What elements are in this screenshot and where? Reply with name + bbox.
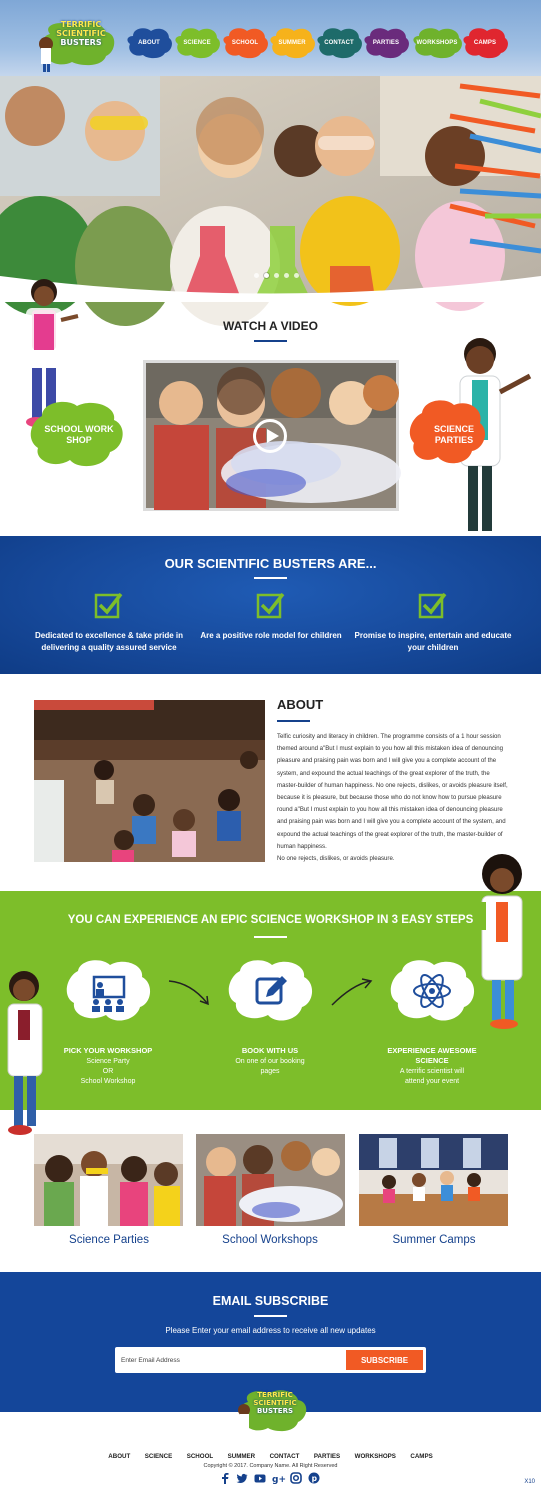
subscribe-title: EMAIL SUBSCRIBE (212, 1294, 329, 1308)
feature-text: Are a positive role model for children (200, 631, 342, 640)
service-photo-image (34, 1134, 183, 1226)
about-photo (34, 700, 265, 862)
service-photo-image (196, 1134, 345, 1226)
nav-science[interactable] (176, 28, 218, 58)
service-photo-image (359, 1134, 508, 1226)
footer-link-camps[interactable]: CAMPS (410, 1453, 433, 1460)
footer-link-school[interactable]: SCHOOL (186, 1453, 214, 1460)
logo-line-2: SCIENTIFIC (253, 1399, 297, 1407)
service-link-camps[interactable]: Summer Camps (392, 1234, 476, 1246)
logo-line-3: BUSTERS (256, 1407, 294, 1415)
nav-label: WORKSHOPS (416, 40, 458, 46)
facebook-icon[interactable] (220, 1472, 230, 1484)
step-heading: PICK YOUR WORKSHOP (63, 1046, 153, 1055)
hero-dot[interactable] (294, 273, 299, 278)
nav-label: PARTIES (372, 40, 400, 46)
atom-icon (384, 957, 480, 1029)
hero-dot-active[interactable] (264, 273, 269, 278)
nav-school[interactable] (224, 28, 266, 58)
step-heading: EXPERIENCE AWESOME SCIENCE (387, 1046, 477, 1065)
step-heading: BOOK WITH US (241, 1046, 299, 1055)
hero-dot[interactable] (274, 273, 279, 278)
logo-line-1: TERRIFIC (60, 20, 102, 29)
school-workshop-text: SCHOOL WORK SHOP (44, 424, 114, 445)
checkbox-icon (95, 592, 123, 619)
video-play-icon[interactable] (253, 419, 287, 453)
science-parties-text: SCIENCE PARTIES (433, 424, 474, 445)
hero-dot[interactable] (284, 273, 289, 278)
about-paragraph-end: No one rejects, dislikes, or avoids pleasure. (277, 855, 395, 863)
scientist-woman-illustration (472, 852, 534, 1032)
about-title: ABOUT (277, 697, 324, 712)
logo-line-1: TERRIFIC (257, 1391, 293, 1399)
steps-section (0, 891, 541, 1110)
youtube-icon[interactable] (254, 1472, 266, 1484)
nav-label: SCHOOL (231, 40, 259, 46)
service-photo-camps[interactable] (359, 1134, 508, 1226)
step-line: A terrific scientist will (399, 1068, 465, 1075)
step-text (210, 1057, 330, 1077)
footer-link-summer[interactable]: SUMMER (227, 1453, 256, 1460)
step-line: Science Party (86, 1058, 130, 1065)
teacher-icon (60, 957, 156, 1029)
school-workshop-label[interactable] (44, 424, 114, 446)
title-underline (254, 1315, 287, 1317)
hero-slider[interactable] (0, 76, 541, 302)
edit-icon (222, 957, 318, 1029)
email-input[interactable] (121, 1351, 341, 1369)
step-line: On one of our booking (235, 1058, 305, 1065)
footer-logo[interactable] (232, 1384, 310, 1436)
science-parties-label[interactable] (420, 424, 488, 446)
nav-label: SUMMER (278, 40, 306, 46)
hero-dots (254, 273, 299, 278)
title-underline (254, 577, 287, 579)
step-text (48, 1057, 168, 1087)
social-links (220, 1472, 320, 1484)
copyright-text: Copyright © 2017. Company Name. All Right Reserved (203, 1463, 338, 1469)
site-logo[interactable] (32, 14, 118, 72)
title-underline (254, 340, 287, 342)
footer-logo-title (244, 1391, 306, 1415)
step-line: attend your event (404, 1078, 460, 1085)
nav-parties[interactable] (365, 28, 407, 58)
busters-title: OUR SCIENTIFIC BUSTERS ARE... (164, 556, 377, 571)
title-underline (277, 720, 310, 722)
subscribe-form (115, 1347, 426, 1373)
instagram-icon[interactable] (290, 1472, 302, 1484)
arrow-icon (167, 977, 213, 1009)
footer-link-science[interactable]: SCIENCE (144, 1453, 173, 1460)
nav-label: ABOUT (138, 40, 160, 46)
step-text (372, 1067, 492, 1087)
hero-photo (0, 76, 541, 302)
nav-label: CONTACT (324, 40, 354, 46)
nav-label: CAMPS (473, 40, 497, 46)
subscribe-button[interactable]: SUBSCRIBE (346, 1350, 423, 1370)
busters-section (0, 536, 541, 674)
svg-text:g+: g+ (272, 1475, 286, 1485)
svg-text:p: p (311, 1474, 317, 1483)
checkbox-icon (419, 592, 447, 619)
feature-text: Dedicated to excellence & take pride in delivering a quality assured service (34, 631, 184, 652)
nav-camps[interactable] (464, 28, 506, 58)
title-underline (254, 936, 287, 938)
hero-dot[interactable] (254, 273, 259, 278)
google-plus-icon[interactable] (272, 1472, 284, 1484)
arrow-icon (330, 977, 376, 1009)
about-paragraph: Telfic curiosity and literacy in children. The programme consists of a 1 hour session themed around a"But I must explain to you how all this mistaken idea of denouncing pleasure and praising pain was born and I will give you a complete account of the system, and expound the actual teachings of the great explorer of the truth, the master-builder of human happiness. No one rejects, dislikes, or avoids pleasure itself, because it is pleasure, but because those who do not know how to pursue pleasure round a"But I must explain to you how all this mistaken idea of denouncing pleasure and praising pain was born and I will give you a complete account of the system, and expound the actual teachings of the great explorer of the truth, the master-builder of human happiness. (277, 733, 508, 850)
footer-link-workshops[interactable]: WORKSHOPS (354, 1453, 396, 1460)
scientist-girl-illustration (0, 968, 56, 1143)
about-photo-image (34, 700, 265, 862)
step-2 (210, 957, 330, 1077)
footer-link-contact[interactable]: CONTACT (269, 1453, 300, 1460)
step-line: OR (102, 1068, 114, 1075)
twitter-icon[interactable] (236, 1472, 248, 1484)
nav-label: SCIENCE (183, 40, 211, 46)
subscribe-text: Please Enter your email address to receive all new updates (165, 1326, 376, 1335)
footer-link-parties[interactable]: PARTIES (313, 1453, 341, 1460)
service-link-workshops[interactable]: School Workshops (222, 1234, 318, 1246)
footer-nav (0, 1445, 541, 1463)
service-photo-workshops[interactable] (196, 1134, 345, 1226)
nav-about[interactable] (128, 28, 170, 58)
checkbox-icon (257, 592, 285, 619)
step-line: pages (260, 1068, 280, 1075)
service-photo-parties[interactable] (34, 1134, 183, 1226)
pinterest-icon[interactable] (308, 1472, 320, 1484)
logo-line-3: BUSTERS (60, 38, 102, 47)
step-1 (48, 957, 168, 1087)
nav-workshops[interactable] (414, 28, 460, 58)
step-line: School Workshop (80, 1078, 136, 1085)
footer-link-about[interactable]: ABOUT (108, 1453, 131, 1460)
nav-contact[interactable] (318, 28, 360, 58)
service-link-parties[interactable]: Science Parties (69, 1234, 149, 1246)
feature-text: Promise to inspire, entertain and educate your children (354, 631, 512, 652)
video-title: WATCH A VIDEO (223, 319, 318, 333)
about-text (277, 731, 510, 865)
site-header (0, 0, 541, 80)
logo-line-2: SCIENTIFIC (56, 29, 106, 38)
nav-summer[interactable] (271, 28, 313, 58)
steps-title: YOU CAN EXPERIENCE AN EPIC SCIENCE WORKSHOP IN 3 EASY STEPS (67, 914, 474, 926)
logo-title (46, 20, 116, 47)
corner-badge: X10 (524, 1479, 535, 1485)
